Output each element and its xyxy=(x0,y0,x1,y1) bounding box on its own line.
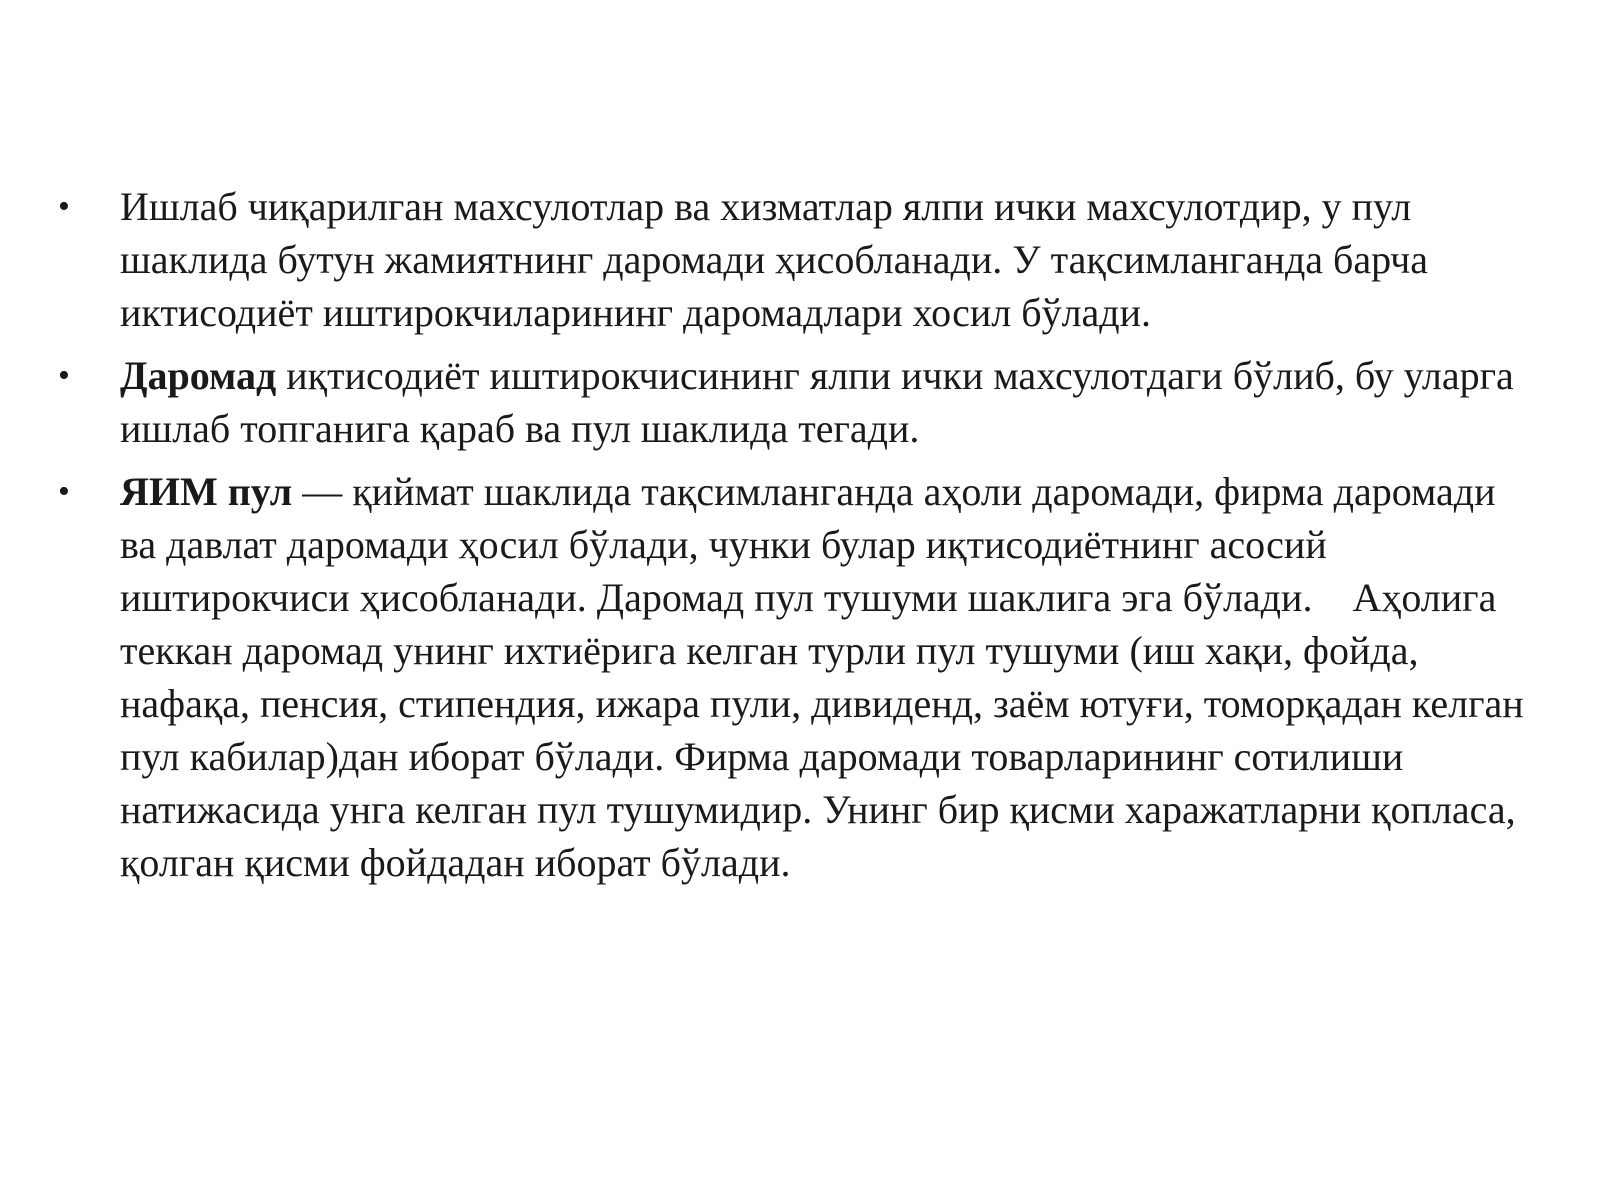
bullet-item-gdp-income xyxy=(58,180,1528,339)
bullet-text xyxy=(120,349,1528,455)
bullet-text-body: — қиймат шаклида тақсимланганда аҳоли даромади, фирма даромади ва давлат даромади ҳосил бўлади, чунки булар иқтисодиётнинг асосий иштирокчиси ҳисобланади. Даромад пул тушуми шаклига эга бўлади. Аҳолига теккан даромад унинг ихтиёрига келган турли пул тушуми (иш хақи, фойда, нафақа, пенсия, стипендия, ижара пули, дивиденд, заём ютуғи, томорқадан келган пул кабилар)дан иборат бўлади. Фирма даромади товарларининг сотилиши натижасида унга келган пул тушумидир. Унинг бир қисми харажатларни қопласа, қолган қисми фойдадан иборат бўлади. xyxy=(120,469,1534,885)
bullet-term: ЯИМ пул xyxy=(120,469,293,514)
bullet-icon: • xyxy=(58,188,70,225)
bullet-term: Даромад xyxy=(120,353,277,398)
bullet-item-gdp-money xyxy=(58,465,1534,889)
bullet-icon: • xyxy=(58,473,70,510)
bullet-text-body: Ишлаб чиқарилган махсулотлар ва хизматлар ялпи ички махсулотдир, у пул шаклида бутун жамиятнинг даромади ҳисобланади. У тақсимланганда барча иктисодиёт иштирокчиларининг даромадлари хосил бўлади. xyxy=(120,184,1429,335)
bullet-text-body: иқтисодиёт иштирокчисининг ялпи ички махсулотдаги бўлиб, бу уларга ишлаб топганига қараб ва пул шаклида тегади. xyxy=(120,353,1514,451)
bullet-text xyxy=(120,180,1528,339)
bullet-icon: • xyxy=(58,357,70,394)
bullet-text xyxy=(120,465,1534,889)
bullet-list xyxy=(58,180,1534,899)
bullet-item-income-definition xyxy=(58,349,1528,455)
